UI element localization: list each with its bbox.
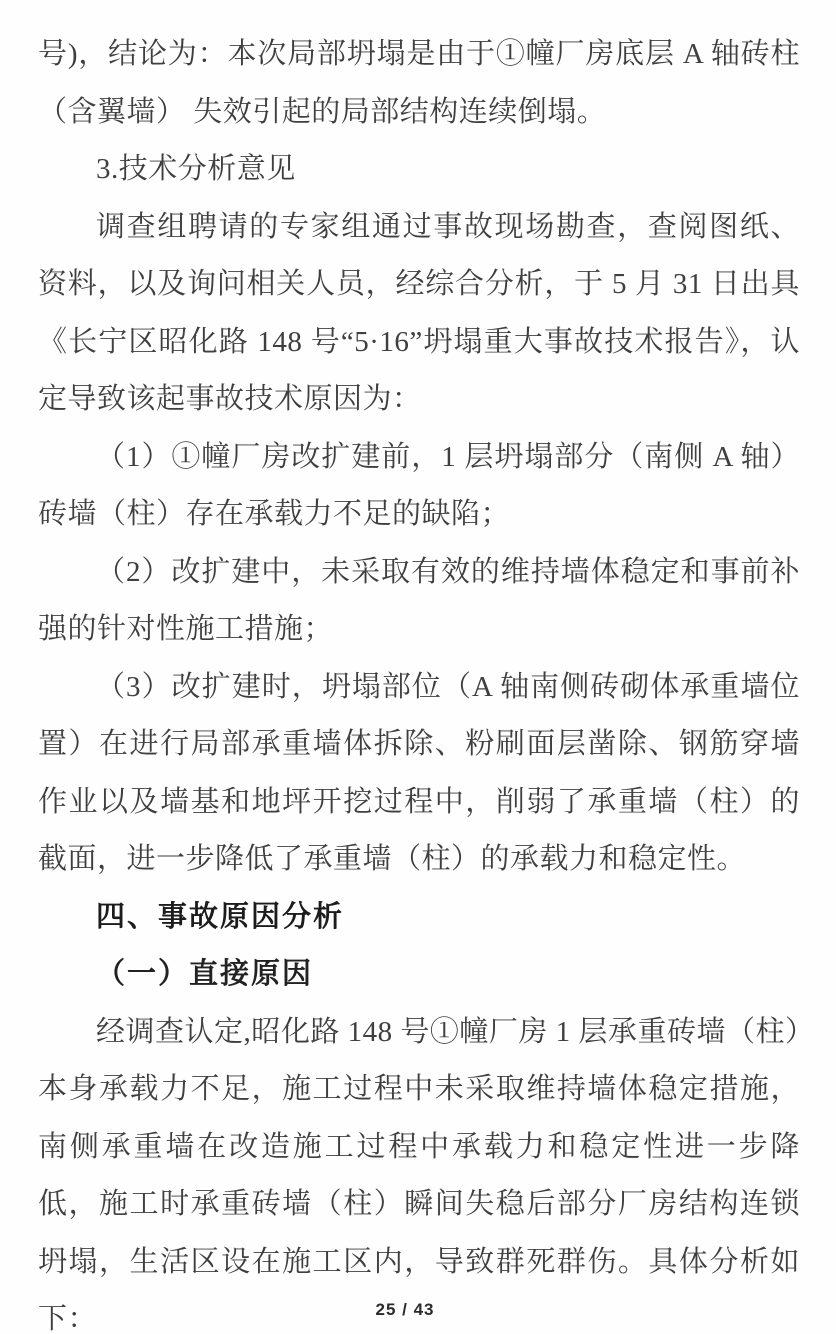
paragraph: 调查组聘请的专家组通过事故现场勘查，查阅图纸、资料，以及询问相关人员，经综合分析，于 5 月 31 日出具《长宁区昭化路 148 号“5·16”坍塌重大事故技术报告》，认定导致该起事故技术原因为： xyxy=(38,210,800,415)
document-content xyxy=(38,26,800,1334)
paragraph: （3）改扩建时，坍塌部位（A 轴南侧砖砌体承重墙位置）在进行局部承重墙体拆除、粉刷面层凿除、钢筋穿墙作业以及墙基和地坪开挖过程中，削弱了承重墙（柱）的截面，进一步降低了承重墙（柱）的承载力和稳定性。 xyxy=(38,670,800,875)
paragraph: 3.技术分析意见 xyxy=(96,153,296,185)
paragraph: 经调查认定,昭化路 148 号①幢厂房 1 层承重砖墙（柱）本身承载力不足，施工过程中未采取维持墙体稳定措施，南侧承重墙在改造施工过程中承载力和稳定性进一步降低，施工时承重砖墙（柱）瞬间失稳后部分厂房结构连锁坍塌，生活区设在施工区内，导致群死群伤。具体分析如下： xyxy=(38,1015,800,1334)
section-heading: 四、事故原因分析 xyxy=(96,900,345,933)
page-number-indicator: 25 / 43 xyxy=(375,1300,435,1319)
paragraph: （1）①幢厂房改扩建前，1 层坍塌部分（南侧 A 轴）砖墙（柱）存在承载力不足的缺陷； xyxy=(38,440,800,530)
paragraph: 号)，结论为：本次局部坍塌是由于①幢厂房底层 A 轴砖柱（含翼墙） 失效引起的局部结构连续倒塌。 xyxy=(38,38,800,128)
subsection-heading: （一）直接原因 xyxy=(96,958,314,990)
paragraph: （2）改扩建中，未采取有效的维持墙体稳定和事前补强的针对性施工措施； xyxy=(38,555,800,645)
